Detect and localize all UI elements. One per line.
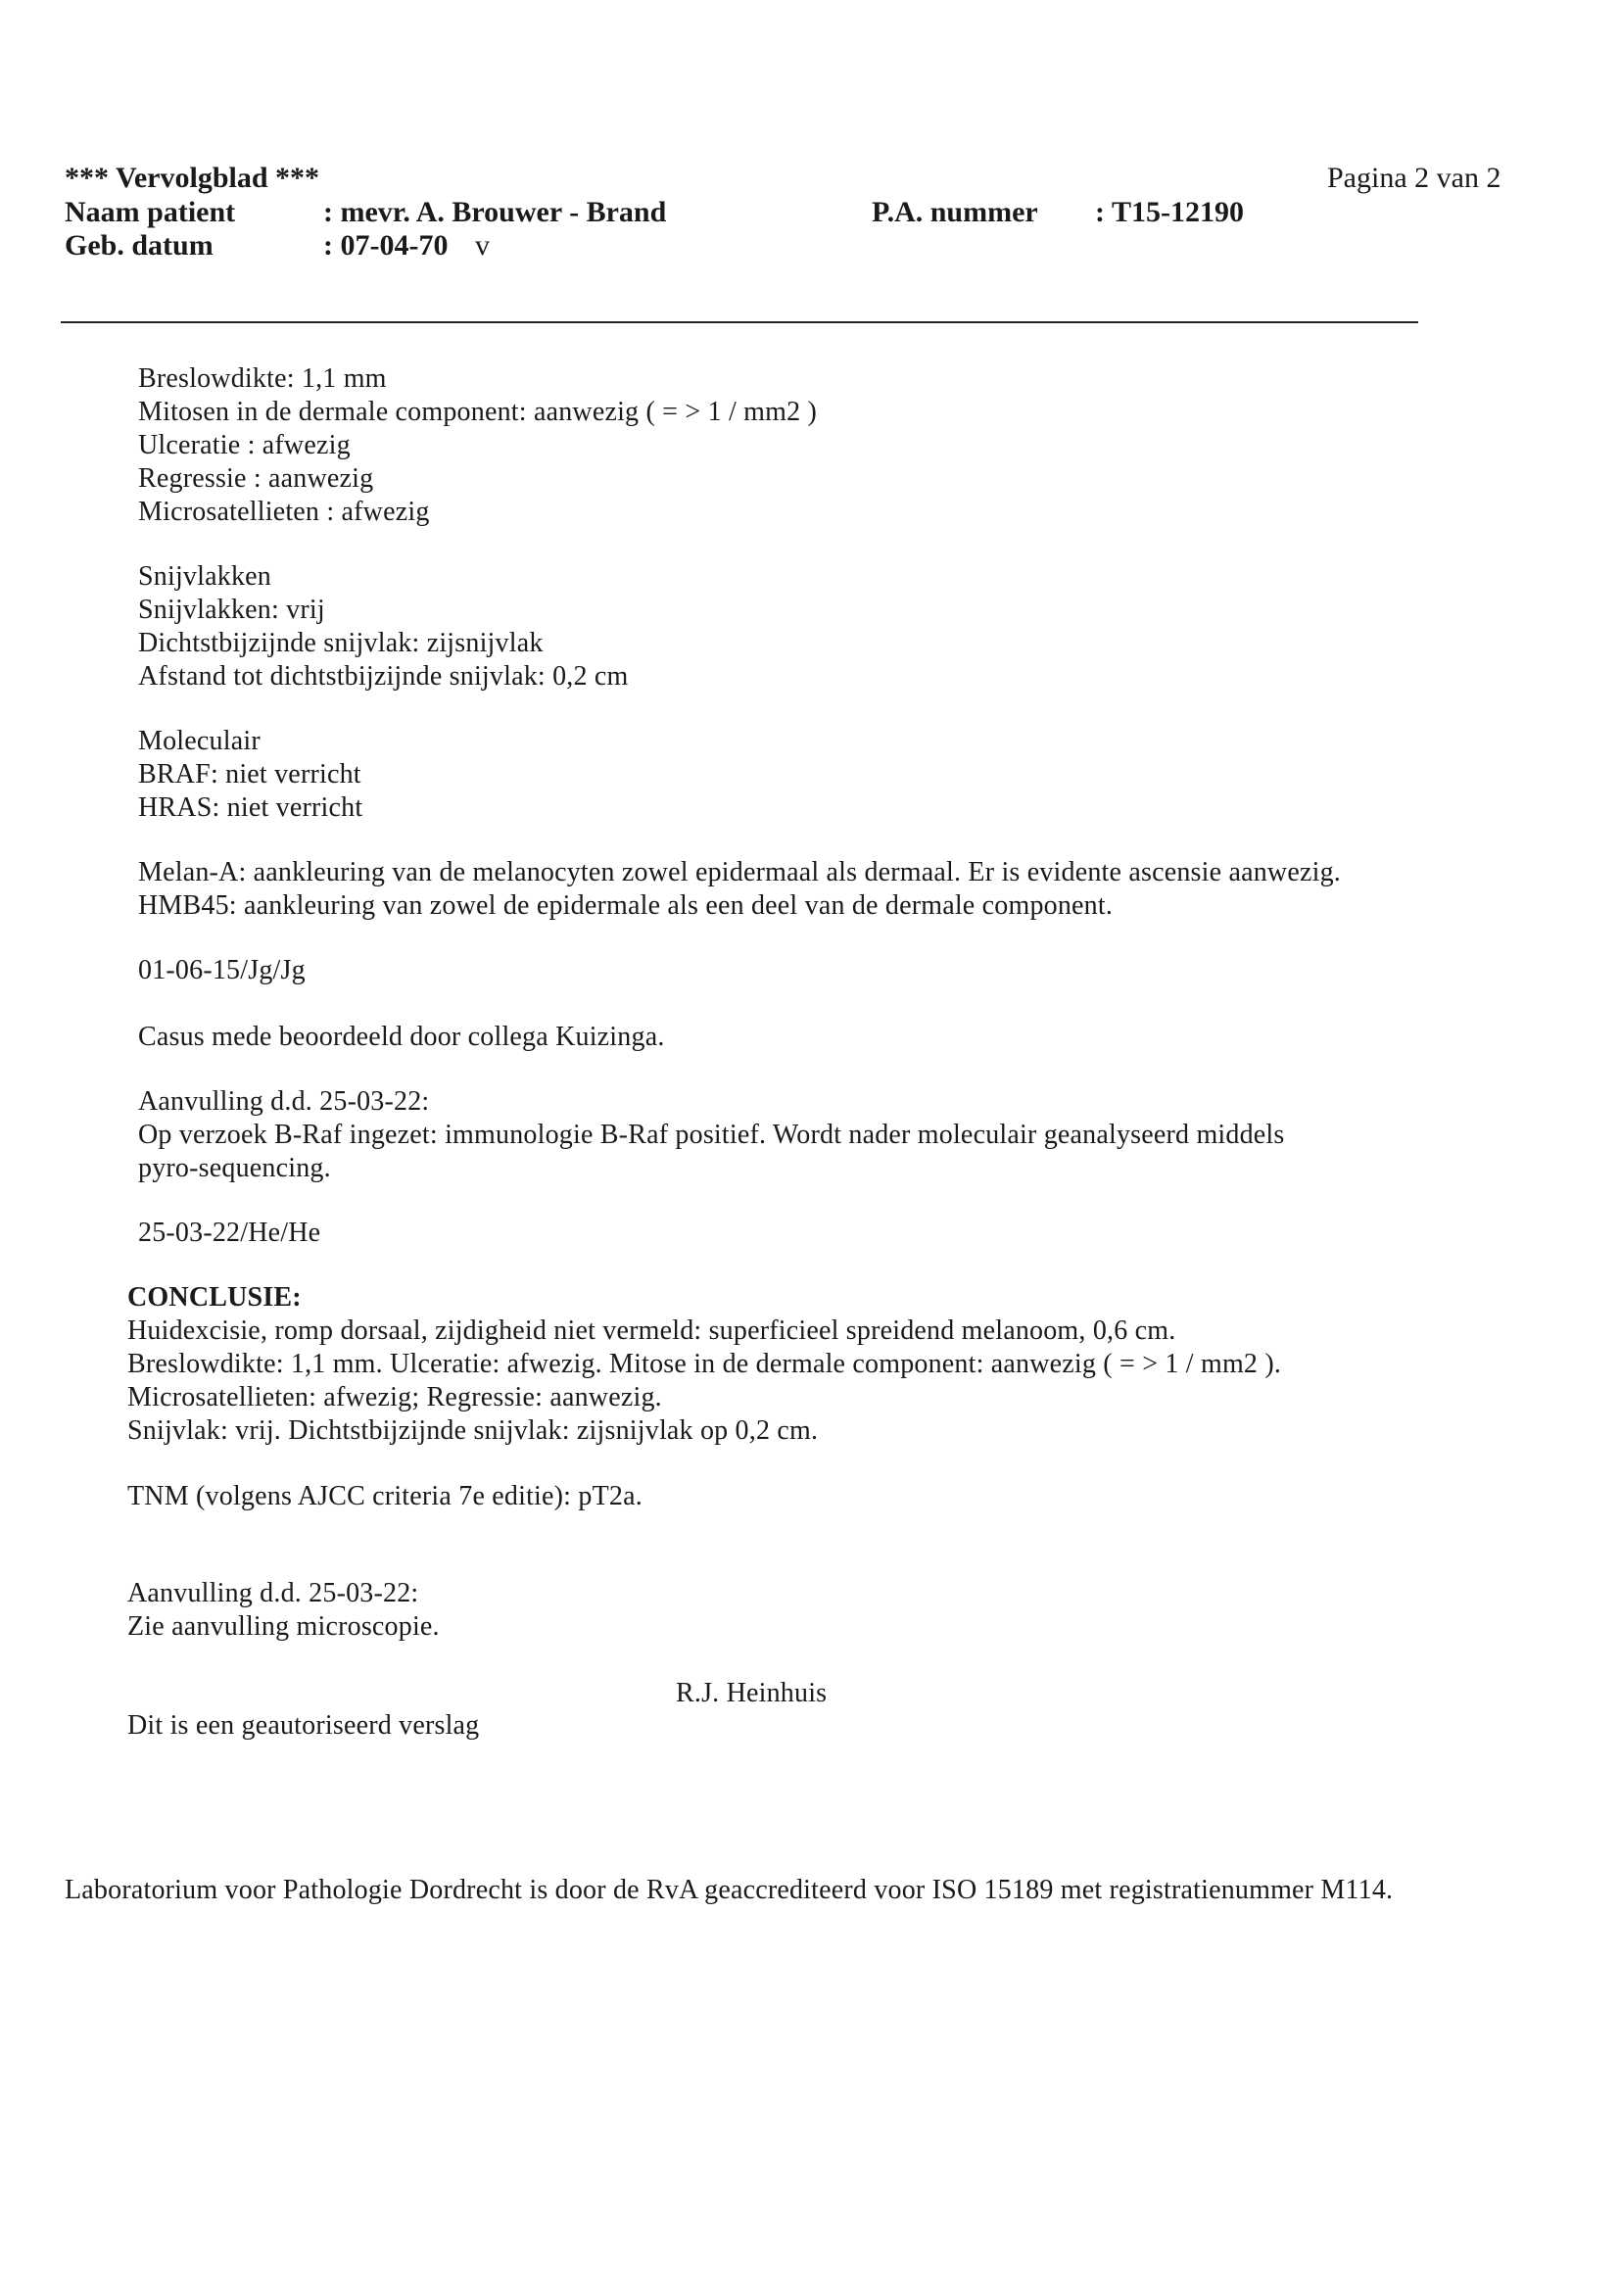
molecular-line: BRAF: niet verricht	[138, 759, 361, 789]
addendum-line: pyro-sequencing.	[138, 1153, 331, 1183]
final-addendum-line: Aanvulling d.d. 25-03-22:	[127, 1578, 419, 1608]
addendum-line: Op verzoek B-Raf ingezet: immunologie B-Raf positief. Wordt nader moleculair geanalyseerd middels	[138, 1120, 1285, 1150]
conclusion-line: Microsatellieten: afwezig; Regressie: aanwezig.	[127, 1382, 662, 1412]
birth-date-value: : 07-04-70	[323, 229, 449, 262]
staining-line: Melan-A: aankleuring van de melanocyten zowel epidermaal als dermaal. Er is evidente ascensie aanwezig.	[138, 857, 1341, 887]
staining-line: HMB45: aankleuring van zowel de epidermale als een deel van de dermale component.	[138, 890, 1114, 921]
margins-line: Afstand tot dichtstbijzijnde snijvlak: 0,2 cm	[138, 661, 629, 692]
header-divider	[61, 321, 1418, 323]
final-addendum-line: Zie aanvulling microscopie.	[127, 1611, 440, 1642]
molecular-line: HRAS: niet verricht	[138, 792, 363, 823]
conclusion-line: Huidexcisie, romp dorsaal, zijdigheid niet vermeld: superficieel spreidend melanoom, 0,6 cm.	[127, 1315, 1176, 1346]
sex-value: v	[475, 229, 490, 262]
page-indicator: Pagina 2 van 2	[1327, 162, 1501, 194]
signer-name: R.J. Heinhuis	[676, 1678, 828, 1708]
patient-name-value: : mevr. A. Brouwer - Brand	[323, 196, 667, 228]
colleague-note: Casus mede beoordeeld door collega Kuizinga.	[138, 1022, 665, 1052]
tumor-line: Mitosen in de dermale component: aanwezig ( = > 1 / mm2 )	[138, 397, 818, 427]
signature-code: 25-03-22/He/He	[138, 1218, 321, 1248]
conclusion-heading: CONCLUSIE:	[127, 1282, 302, 1313]
margins-line: Dichtstbijzijnde snijvlak: zijsnijvlak	[138, 628, 544, 658]
margins-line: Snijvlakken	[138, 561, 271, 592]
pa-number-value: : T15-12190	[1095, 196, 1244, 228]
authorized-note: Dit is een geautoriseerd verslag	[127, 1710, 480, 1741]
patient-name-label: Naam patient	[65, 196, 236, 228]
tumor-line: Regressie : aanwezig	[138, 463, 374, 494]
birth-date-label: Geb. datum	[65, 229, 214, 262]
tumor-line: Ulceratie : afwezig	[138, 430, 351, 460]
signature-code: 01-06-15/Jg/Jg	[138, 955, 306, 985]
sheet-title: *** Vervolgblad ***	[65, 162, 320, 194]
footer-accreditation: Laboratorium voor Pathologie Dordrecht is door de RvA geaccrediteerd voor ISO 15189 met registratienummer M114.	[65, 1875, 1394, 1905]
tnm-line: TNM (volgens AJCC criteria 7e editie): pT2a.	[127, 1481, 643, 1511]
tumor-line: Microsatellieten : afwezig	[138, 497, 430, 527]
conclusion-line: Breslowdikte: 1,1 mm. Ulceratie: afwezig. Mitose in de dermale component: aanwezig ( = > 1 / mm2 ).	[127, 1349, 1282, 1379]
addendum-line: Aanvulling d.d. 25-03-22:	[138, 1086, 430, 1117]
conclusion-line: Snijvlak: vrij. Dichtstbijzijnde snijvlak: zijsnijvlak op 0,2 cm.	[127, 1415, 819, 1446]
margins-line: Snijvlakken: vrij	[138, 595, 325, 625]
molecular-line: Moleculair	[138, 726, 261, 756]
pa-number-label: P.A. nummer	[872, 196, 1038, 228]
tumor-line: Breslowdikte: 1,1 mm	[138, 363, 387, 394]
